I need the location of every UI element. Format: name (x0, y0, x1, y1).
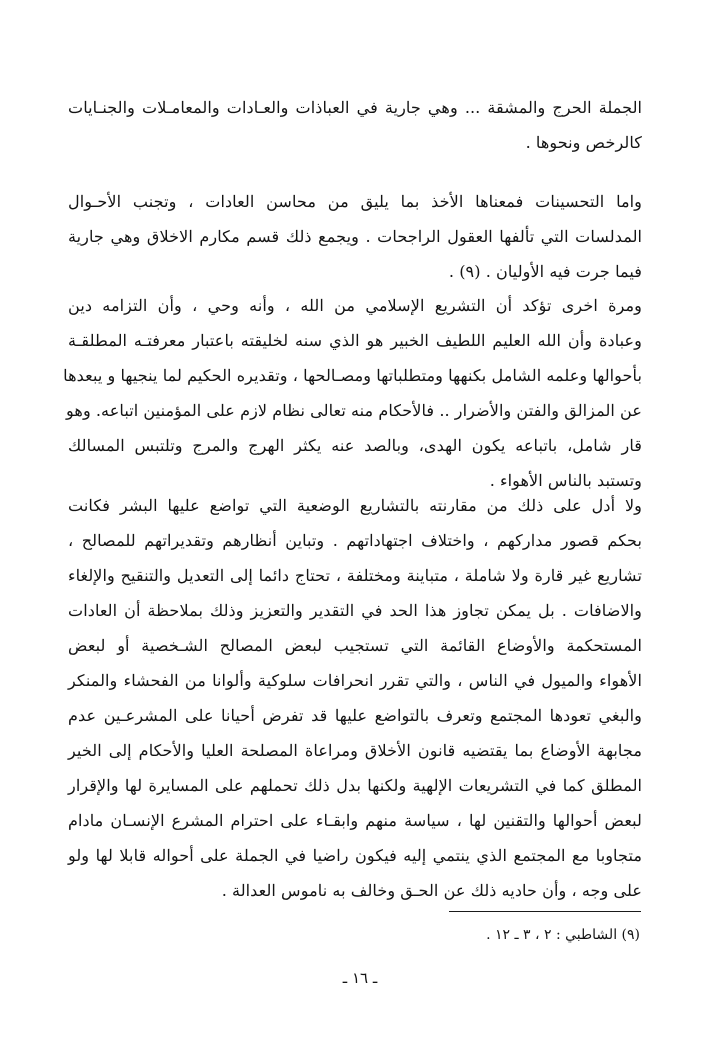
text-line: كالرخص ونحوها . (525, 133, 642, 152)
text-line: فيما جرت فيه الأوليان . (٩) . (448, 262, 642, 281)
footnote: (٩) الشاطبي : ٢ ، ٣ ـ ١٢ . (486, 927, 640, 943)
text-line: بأحوالها وعلمه الشامل بكنهها ومتطلباتها ومصـالحها ، وتقديره الحكيم لما ينجيها و يبعدها (63, 366, 642, 385)
text-line: ومرة اخرى تؤكد أن التشريع الإسلامي من الله ، وأنه وحي ، وأن التزامه دين (68, 296, 642, 315)
text-line: الجملة الحرج والمشقة ... وهي جارية في العباذات والعـادات والمعامـلات والجنـايات (68, 98, 642, 117)
text-line: الأهواء والميول في الناس ، والتي تقرر انحرافات سلوكية وألوانا من الفحشاء والمنكر (68, 671, 642, 690)
paragraph-3 (63, 288, 642, 498)
text-line: لبعض أحوالها والتقنين لها ، سياسة منهم وابقـاء على احترام المشرع الإنسـان مادام (68, 811, 642, 830)
text-line: تشاريع غير قارة ولا شاملة ، متباينة ومختلفة ، تحتاج دائما إلى التعديل والتنقيح والإلغاء (68, 566, 642, 585)
text-line: على وجه ، وأن حاديه ذلك عن الحـق وخالف به ناموس العدالة . (221, 881, 642, 900)
paragraph-1 (68, 90, 642, 160)
text-line: وتستبد بالناس الأهواء . (489, 471, 642, 490)
text-line: ولا أدل على ذلك من مقارنته بالتشاريع الوضعية التي تواضع عليها البشر فكانت (68, 496, 642, 515)
footnote-divider (449, 911, 641, 912)
text-line: قار شامل، باتباعه يكون الهدى، وبالصد عنه يكثر الهرج والمرج وتلتبس المسالك (68, 436, 642, 455)
page-number: ـ ١٦ ـ (342, 969, 378, 987)
text-line: بحكم قصور مداركهم ، واختلاف اجتهاداتهم . وتباين أنظارهم وتقديراتهم للمصالح ، (68, 531, 642, 550)
text-line: عن المزالق والفتن والأضرار .. فالأحكام منه تعالى نظام لازم على المؤمنين اتباعه. وهو (66, 401, 642, 420)
text-line: المستحكمة والأوضاع القائمة التي تستجيب لبعض المصالح الشـخصية أو لبعض (68, 636, 642, 655)
text-line: المطلق كما في التشريعات الإلهية ولكنها بدل ذلك تحملهم على المسايرة لها والإقرار (68, 776, 642, 795)
text-line: والاضافات . بل يمكن تجاوز هذا الحد في التقدير والتعزيز وذلك بملاحظة أن العادات (68, 601, 642, 620)
paragraph-4 (68, 488, 642, 908)
text-line: وعبادة وأن الله العليم اللطيف الخبير هو الذي سنه لخليقته باعتبار معرفتـه المطلقـة (68, 331, 642, 350)
text-line: مجابهة الأوضاع بما يقتضيه قانون الأخلاق ومراعاة المصلحة العليا والأحكام إلى الخير (68, 741, 642, 760)
paragraph-2 (68, 184, 642, 289)
text-line: المدلسات التي تألفها العقول الراجحات . ويجمع ذلك قسم مكارم الاخلاق وهي جارية (68, 227, 642, 246)
text-line: متجاوبا مع المجتمع الذي ينتمي إليه فيكون راضيا في الجملة على أحواله قابلا لها ولو (68, 846, 642, 865)
text-line: والبغي تعودها المجتمع وتعرف بالتواضع عليها قد تفرض أحيانا على المشرعـين عدم (68, 706, 642, 725)
text-line: واما التحسينات فمعناها الأخذ بما يليق من محاسن العادات ، وتجنب الأحـوال (68, 192, 642, 211)
